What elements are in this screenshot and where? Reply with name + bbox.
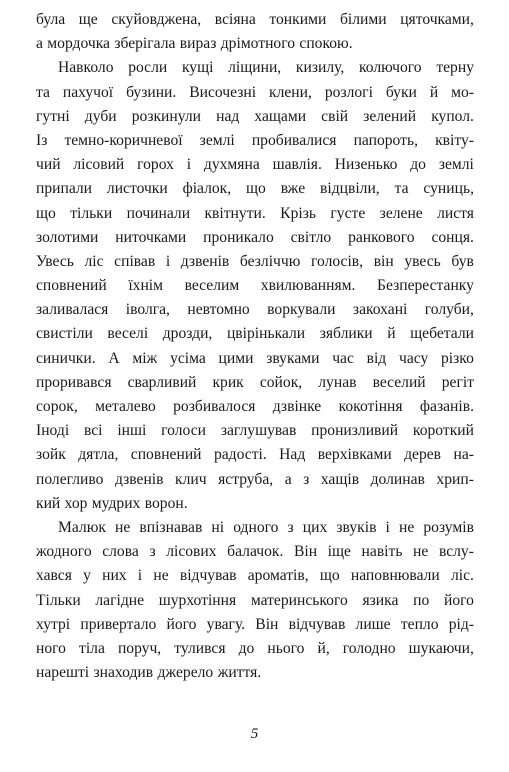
- word: на-: [453, 446, 474, 464]
- text-line: [36, 516, 474, 540]
- word: у: [83, 567, 91, 585]
- word: й: [387, 325, 396, 343]
- text-line: [36, 540, 474, 564]
- word: клени,: [269, 83, 312, 101]
- word: мордочка: [47, 35, 110, 53]
- word: до: [410, 156, 426, 174]
- word: безліччю: [239, 252, 301, 270]
- word: скуйовджена,: [111, 11, 202, 28]
- word: терну: [436, 59, 474, 77]
- word: до: [238, 639, 255, 657]
- word: Безперестанку: [377, 277, 474, 295]
- word: зяблики: [319, 325, 373, 343]
- text-line: [36, 395, 474, 419]
- word: розлогі: [324, 83, 373, 101]
- word: звуків: [336, 518, 377, 536]
- word: ліс.: [450, 567, 474, 585]
- word: листочки: [106, 180, 168, 198]
- word: увагу.: [206, 615, 246, 633]
- word: і: [165, 252, 171, 270]
- word: дерев: [404, 446, 442, 464]
- word: цвірінькали: [226, 325, 306, 343]
- word: з: [149, 543, 156, 561]
- word: шавлія.: [272, 156, 322, 174]
- text-line: [36, 613, 474, 637]
- word: дзвінке: [272, 398, 322, 415]
- word: квіту-: [435, 131, 474, 149]
- word: часу: [398, 349, 429, 367]
- word: чий: [36, 156, 61, 174]
- word: заливалася: [36, 301, 109, 319]
- word: крик: [212, 373, 244, 391]
- word: золотими: [36, 228, 99, 246]
- word: а: [284, 470, 292, 488]
- word: Із: [36, 131, 48, 149]
- word: дуби: [84, 107, 117, 125]
- word: ранкового: [348, 228, 415, 246]
- word: папороть,: [353, 131, 418, 149]
- word: лісовий: [73, 156, 125, 174]
- word: поруч,: [117, 639, 162, 657]
- word: нього: [267, 639, 305, 657]
- word: зойк: [36, 446, 66, 464]
- word: купол.: [431, 107, 474, 125]
- word: іволга,: [125, 301, 170, 319]
- word: верхівками: [317, 446, 392, 464]
- word: балачок.: [227, 543, 284, 561]
- word: ще: [78, 11, 98, 28]
- word: горох: [137, 156, 174, 174]
- word: життя.: [217, 664, 262, 682]
- word: й,: [317, 639, 330, 657]
- word: долинав: [370, 470, 425, 488]
- word: що: [319, 567, 340, 585]
- word: лише: [355, 615, 391, 633]
- word: ворон.: [144, 494, 188, 512]
- text-line: [36, 322, 474, 346]
- word: зберігала: [114, 35, 176, 53]
- text-line: [36, 298, 474, 322]
- word: землі: [199, 131, 235, 149]
- text-line: [36, 371, 474, 395]
- word: хутрі: [36, 615, 71, 633]
- word: він: [373, 252, 394, 270]
- word: ліщини,: [228, 59, 282, 77]
- word: мудрих: [91, 494, 141, 512]
- word: та: [36, 83, 50, 101]
- text-line: [36, 443, 474, 467]
- paragraph-2: [36, 56, 474, 516]
- word: і: [137, 567, 143, 585]
- paragraph-3: [36, 516, 474, 685]
- word: хащами: [254, 107, 307, 125]
- word: час: [332, 349, 354, 367]
- word: сойок,: [259, 373, 303, 391]
- word: його: [166, 615, 197, 633]
- text-line: [36, 589, 474, 613]
- word: Тільки: [36, 591, 81, 609]
- word: впізнавав: [139, 518, 203, 536]
- word: кий: [36, 494, 61, 512]
- word: полегливо: [36, 470, 104, 488]
- word: білими: [339, 11, 387, 28]
- text-line: [36, 274, 474, 298]
- word: ліс: [84, 252, 104, 270]
- word: над: [216, 107, 240, 125]
- word: та: [394, 180, 409, 198]
- word: хався: [36, 567, 72, 585]
- word: голодно: [342, 639, 396, 657]
- word: Навколо: [58, 59, 114, 77]
- word: спокою.: [299, 35, 353, 53]
- word: цяточками,: [400, 11, 474, 28]
- word: ниточками: [115, 228, 187, 246]
- word: вже: [280, 180, 306, 198]
- word: землі: [438, 156, 474, 174]
- word: з: [287, 518, 294, 536]
- word: інші: [117, 422, 147, 440]
- word: не: [398, 518, 415, 536]
- word: невтомно: [187, 301, 250, 319]
- word: різко: [441, 349, 474, 367]
- word: від: [366, 349, 387, 367]
- word: сварливий: [127, 373, 197, 391]
- word: розумів: [423, 518, 474, 536]
- word: хвилюванням.: [260, 277, 356, 295]
- word: металево: [95, 398, 156, 415]
- word: регіт: [441, 373, 474, 391]
- word: вслу-: [438, 543, 474, 561]
- word: жодного: [36, 543, 92, 561]
- word: фазанів.: [419, 398, 474, 415]
- word: не: [413, 543, 429, 561]
- text-line: [36, 105, 474, 129]
- word: тепло: [400, 615, 439, 633]
- word: з: [303, 470, 310, 488]
- word: клич: [175, 470, 207, 488]
- word: лісових: [166, 543, 217, 561]
- word: звуками: [266, 349, 320, 367]
- word: колючого: [358, 59, 422, 77]
- word: Малюк: [58, 518, 106, 536]
- word: не: [115, 518, 131, 536]
- word: Над: [279, 446, 306, 464]
- word: усіма: [170, 349, 206, 367]
- word: дрімотного: [220, 35, 296, 53]
- word: тільки: [70, 204, 113, 222]
- text-line: [36, 32, 474, 56]
- word: росли: [128, 59, 168, 77]
- word: цих: [302, 518, 328, 536]
- word: Він: [255, 615, 279, 633]
- word: сповнений: [36, 277, 107, 295]
- word: іще: [327, 543, 351, 561]
- word: А: [108, 349, 120, 367]
- text-line: [36, 129, 474, 153]
- text-line: [36, 637, 474, 661]
- word: буки: [385, 83, 417, 101]
- word: короткий: [412, 422, 474, 440]
- word: світло: [290, 228, 332, 246]
- word: пахучої: [62, 83, 114, 101]
- word: відчував: [179, 567, 237, 585]
- word: розкинули: [131, 107, 201, 125]
- word: гутні: [36, 107, 70, 125]
- word: слова: [102, 543, 139, 561]
- word: кизилу,: [295, 59, 345, 77]
- word: суниць,: [423, 180, 474, 198]
- word: цими: [218, 349, 254, 367]
- word: що: [36, 204, 56, 222]
- word: рід-: [448, 615, 474, 633]
- word: хащів: [320, 470, 360, 488]
- word: Крізь: [280, 204, 316, 222]
- word: зелений: [363, 107, 417, 125]
- word: одного: [233, 518, 279, 536]
- word: хрип-: [436, 470, 474, 488]
- word: кокотіння: [338, 398, 403, 415]
- word: квітнути.: [204, 204, 266, 222]
- word: увесь: [404, 252, 441, 270]
- text-line: [36, 8, 474, 32]
- word: тіла: [79, 639, 105, 657]
- word: припали: [36, 180, 93, 198]
- word: і: [186, 156, 192, 174]
- word: лунав: [318, 373, 357, 391]
- word: Іноді: [36, 422, 70, 440]
- word: дзвенів: [180, 252, 230, 270]
- word: Увесь: [36, 252, 74, 270]
- word: яструба,: [218, 470, 274, 488]
- page-number: 5: [250, 726, 259, 742]
- word: свистіли: [36, 325, 93, 343]
- word: всі: [83, 422, 103, 440]
- word: бузини.: [126, 83, 177, 101]
- word: пронизливий: [311, 422, 399, 440]
- text-line: [36, 661, 474, 685]
- word: не: [153, 567, 169, 585]
- word: вираз: [179, 35, 217, 53]
- word: сповнений: [130, 446, 202, 464]
- word: веселі: [107, 325, 149, 343]
- text-line: [36, 419, 474, 443]
- word: і: [385, 518, 390, 536]
- word: по: [413, 591, 430, 609]
- word: шукаючи,: [408, 639, 474, 657]
- text-line: [36, 202, 474, 226]
- word: закохані: [352, 301, 408, 319]
- word: ні: [211, 518, 225, 536]
- word: свій: [321, 107, 349, 125]
- word: між: [132, 349, 158, 367]
- word: густе: [330, 204, 366, 222]
- word: починали: [126, 204, 191, 222]
- word: лагідне: [95, 591, 145, 609]
- word: привертало: [80, 615, 157, 633]
- word: була: [36, 11, 66, 28]
- text-line: [36, 468, 474, 492]
- word: заглушував: [220, 422, 297, 440]
- word: нарешті: [36, 664, 90, 682]
- word: їхнім: [128, 277, 163, 295]
- text-line: [36, 81, 474, 105]
- word: тулився: [174, 639, 226, 657]
- word: що: [246, 180, 266, 198]
- word: голоси: [161, 422, 206, 440]
- word: знаходив: [93, 664, 154, 682]
- word: хор: [64, 494, 88, 512]
- text-line: [36, 56, 474, 80]
- word: веселий: [372, 373, 426, 391]
- word: духмяна: [203, 156, 260, 174]
- word: джерело: [157, 664, 214, 682]
- word: листя: [437, 204, 474, 222]
- word: ароматів,: [247, 567, 309, 585]
- paragraph-1: [36, 8, 474, 56]
- word: голуби,: [424, 301, 474, 319]
- word: материнського: [250, 591, 348, 609]
- book-page-text: [36, 8, 474, 685]
- word: воркували: [267, 301, 336, 319]
- word: них: [102, 567, 127, 585]
- word: навіть: [361, 543, 403, 561]
- word: ного: [36, 639, 66, 657]
- text-line: [36, 492, 474, 516]
- word: мо-: [451, 83, 474, 101]
- text-line: [36, 153, 474, 177]
- word: розбивалося: [173, 398, 256, 415]
- word: синички.: [36, 349, 96, 367]
- word: відчував: [288, 615, 346, 633]
- word: радості.: [213, 446, 267, 464]
- word: й: [429, 83, 439, 101]
- word: язика: [362, 591, 399, 609]
- word: Він: [293, 543, 318, 561]
- word: дрозди,: [162, 325, 213, 343]
- word: темно-коричневої: [64, 131, 183, 149]
- word: Низенько: [334, 156, 398, 174]
- text-line: [36, 177, 474, 201]
- word: зелене: [379, 204, 423, 222]
- word: всіяна: [214, 11, 256, 28]
- word: відцвіли,: [320, 180, 380, 198]
- word: фіалок,: [182, 180, 232, 198]
- text-line: [36, 347, 474, 371]
- word: а: [36, 35, 43, 53]
- word: щебетали: [410, 325, 474, 343]
- word: був: [451, 252, 474, 270]
- word: тонкими: [269, 11, 327, 28]
- word: кущі: [181, 59, 214, 77]
- word: голосів,: [310, 252, 364, 270]
- word: сонця.: [431, 228, 474, 246]
- word: пробивалися: [251, 131, 337, 149]
- word: шурхотіння: [158, 591, 237, 609]
- word: проникало: [203, 228, 274, 246]
- word: веселим: [184, 277, 240, 295]
- text-line: [36, 564, 474, 588]
- text-line: [36, 226, 474, 250]
- word: співав: [114, 252, 156, 270]
- text-line: [36, 250, 474, 274]
- word: сорок,: [36, 398, 78, 415]
- word: Височезні: [189, 83, 257, 101]
- word: наповнювали: [350, 567, 440, 585]
- word: проривався: [36, 373, 112, 391]
- word: дзвенів: [114, 470, 164, 488]
- word: його: [443, 591, 474, 609]
- word: дятла,: [78, 446, 119, 464]
